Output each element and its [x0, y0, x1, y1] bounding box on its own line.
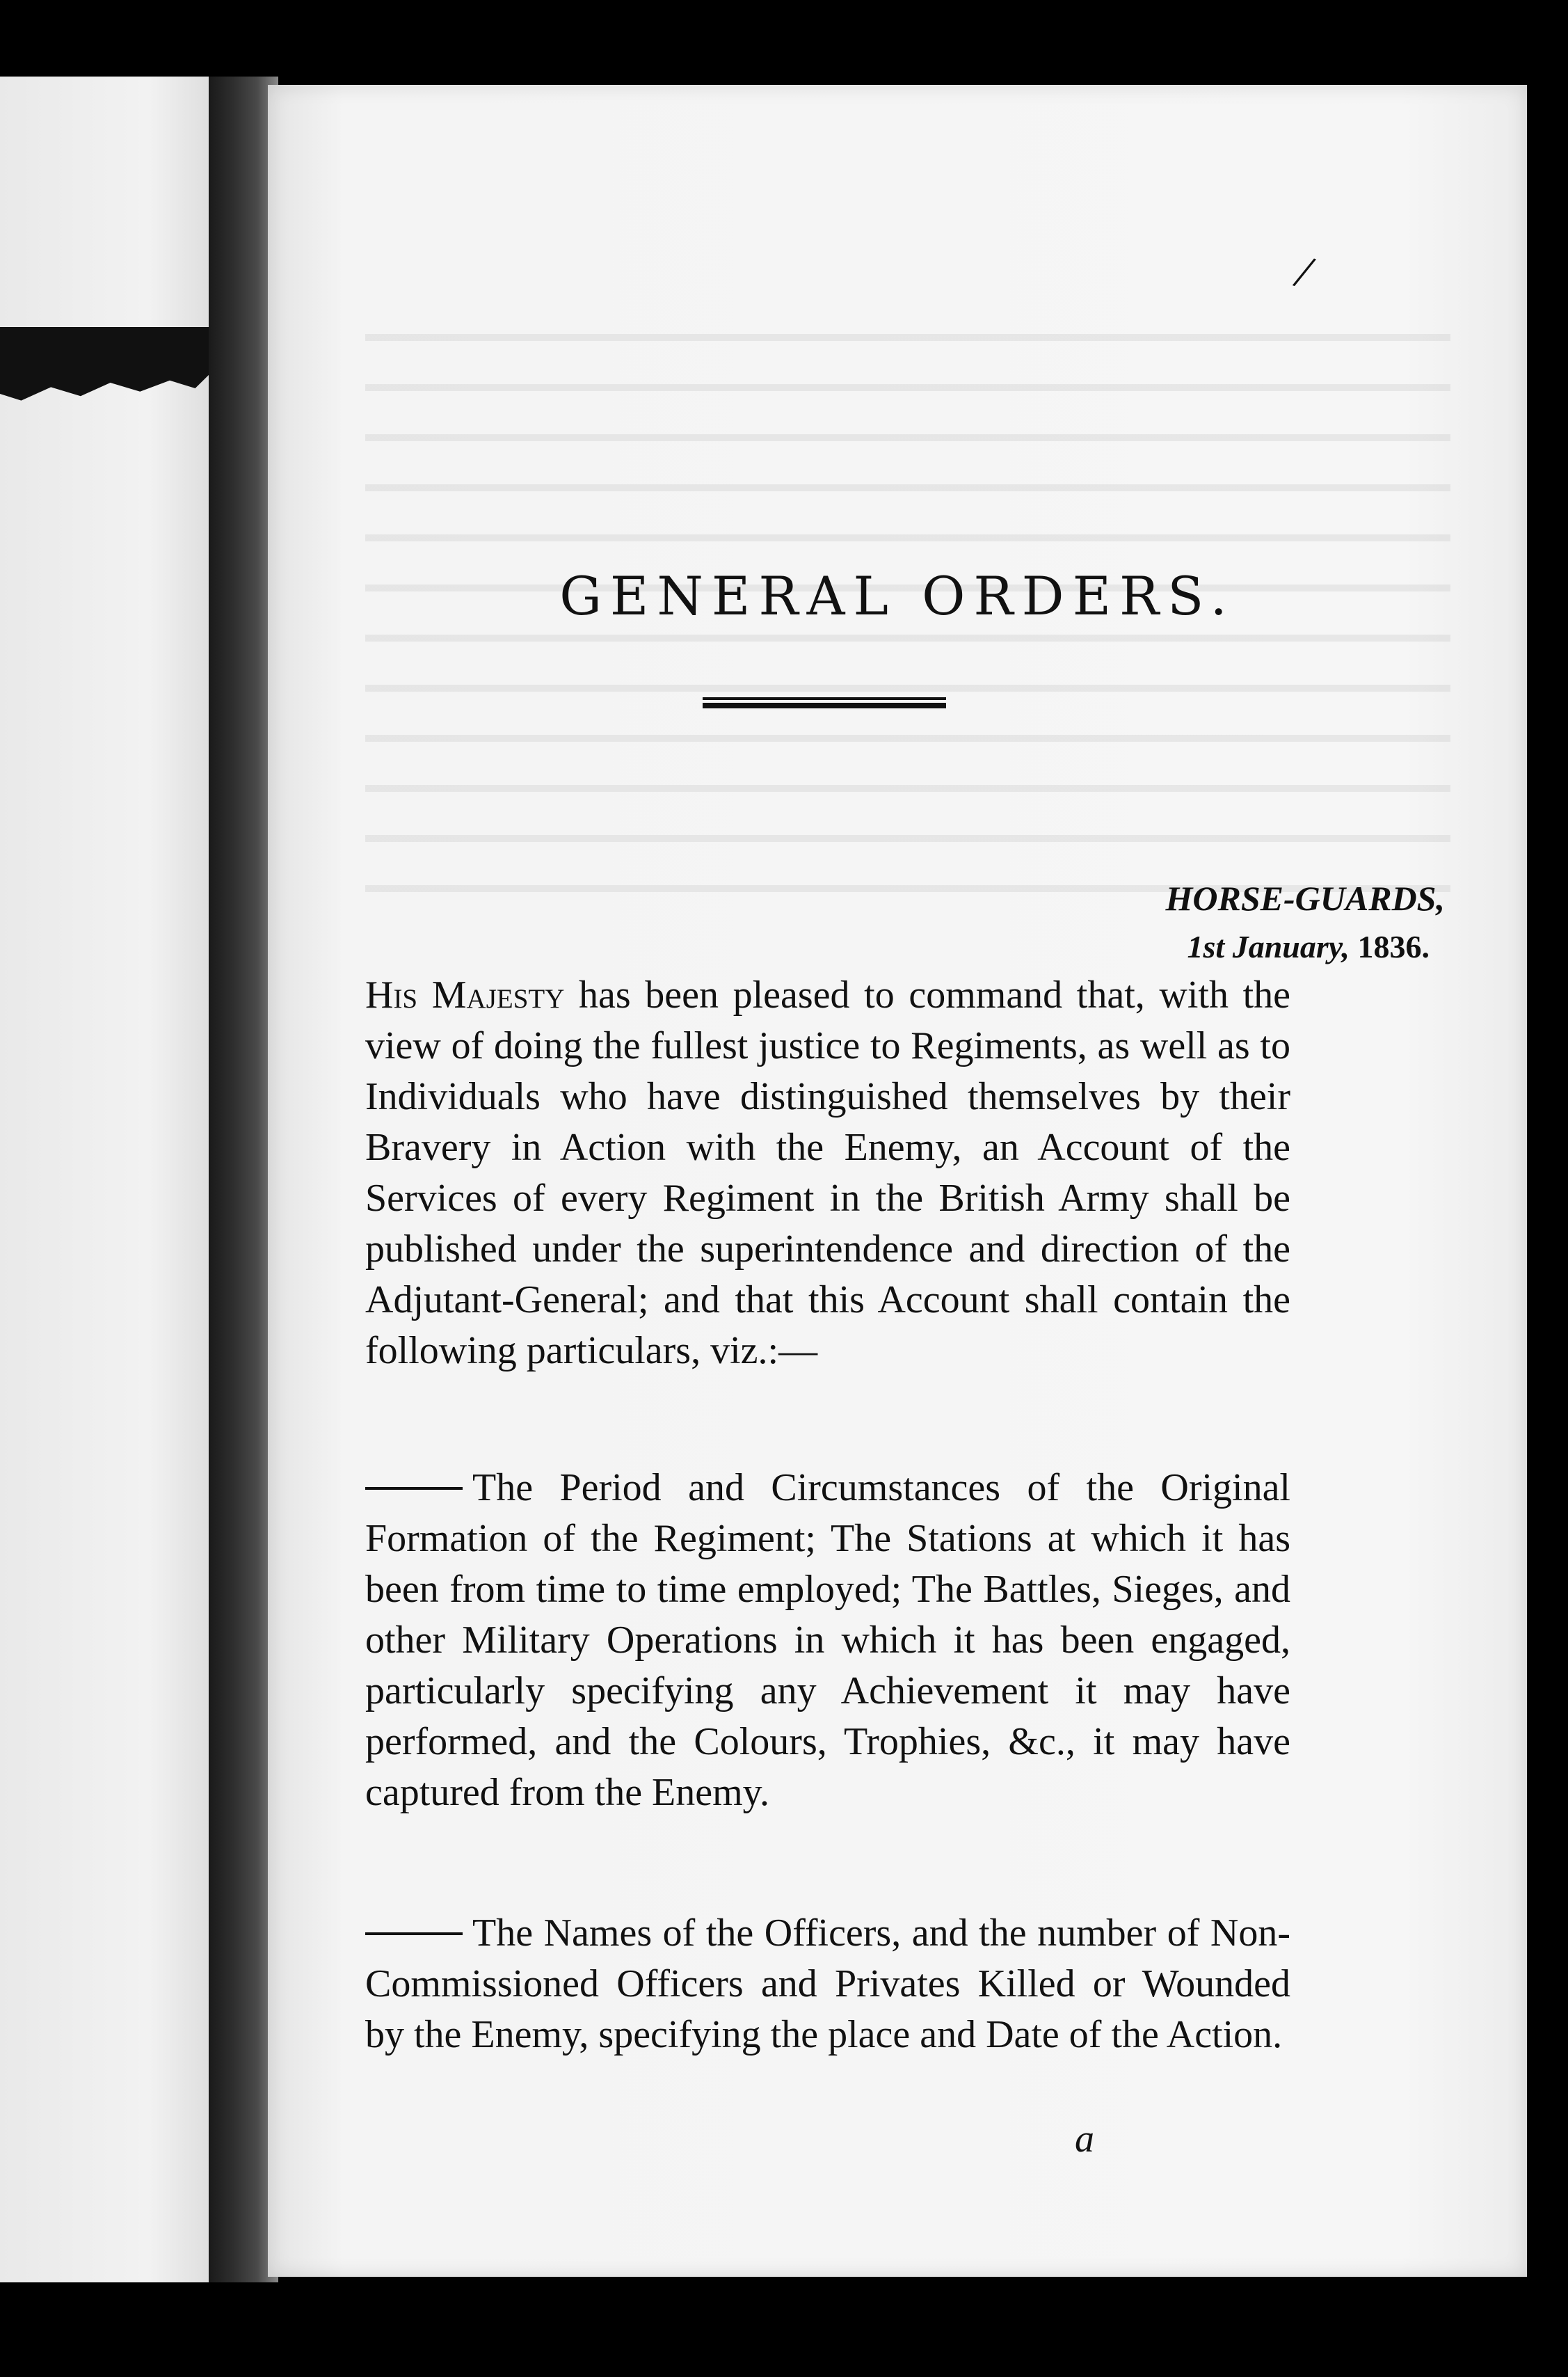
paragraph-command	[365, 970, 1290, 1376]
title-rule	[703, 697, 946, 708]
dateline-date	[268, 928, 1527, 965]
right-page	[268, 85, 1527, 2277]
date-year: 1836.	[1357, 929, 1430, 964]
his-majesty: His Majesty	[365, 973, 565, 1017]
date-month: January,	[1232, 929, 1350, 964]
dateline-place: HORSE-GUARDS,	[1165, 879, 1445, 918]
paragraph-formation	[365, 1463, 1290, 1818]
em-dash-rule	[365, 1487, 463, 1490]
pen-mark: /	[1288, 245, 1320, 301]
em-dash-rule	[365, 1932, 463, 1935]
paragraph-officers-text: The Names of the Officers, and the number of Non-Commissioned Officers and Privates Killed or Wounded by the Enemy, specifying the place and Date of the Action.	[365, 1911, 1290, 2056]
date-ordinal: 1st	[1187, 929, 1225, 964]
torn-edge	[0, 327, 212, 438]
page-title: GENERAL ORDERS.	[559, 565, 1235, 627]
signature-mark: a	[1075, 2117, 1094, 2161]
paragraph-formation-text: The Period and Circumstances of the Original Formation of the Regiment; The Stations at which it has been from time to time employed; The Battles, Sieges, and other Military Operations in which it has been engaged, particularly specifying any Achievement it may have performed, and the Colours, Trophies, &c., it may have captured from the Enemy.	[365, 1466, 1290, 1814]
paragraph-officers	[365, 1908, 1290, 2060]
paragraph-command-text: has been pleased to command that, with the view of doing the fullest justice to Regiments, as well as to Individuals who have distinguished themselves by their Bravery in Action with the Enemy, an Account of the Services of every Regiment in the British Army shall be published under the superintendence and direction of the Adjutant-General; and that this Account shall contain the following particulars, viz.:—	[365, 973, 1290, 1372]
left-page-edge	[0, 77, 212, 2282]
